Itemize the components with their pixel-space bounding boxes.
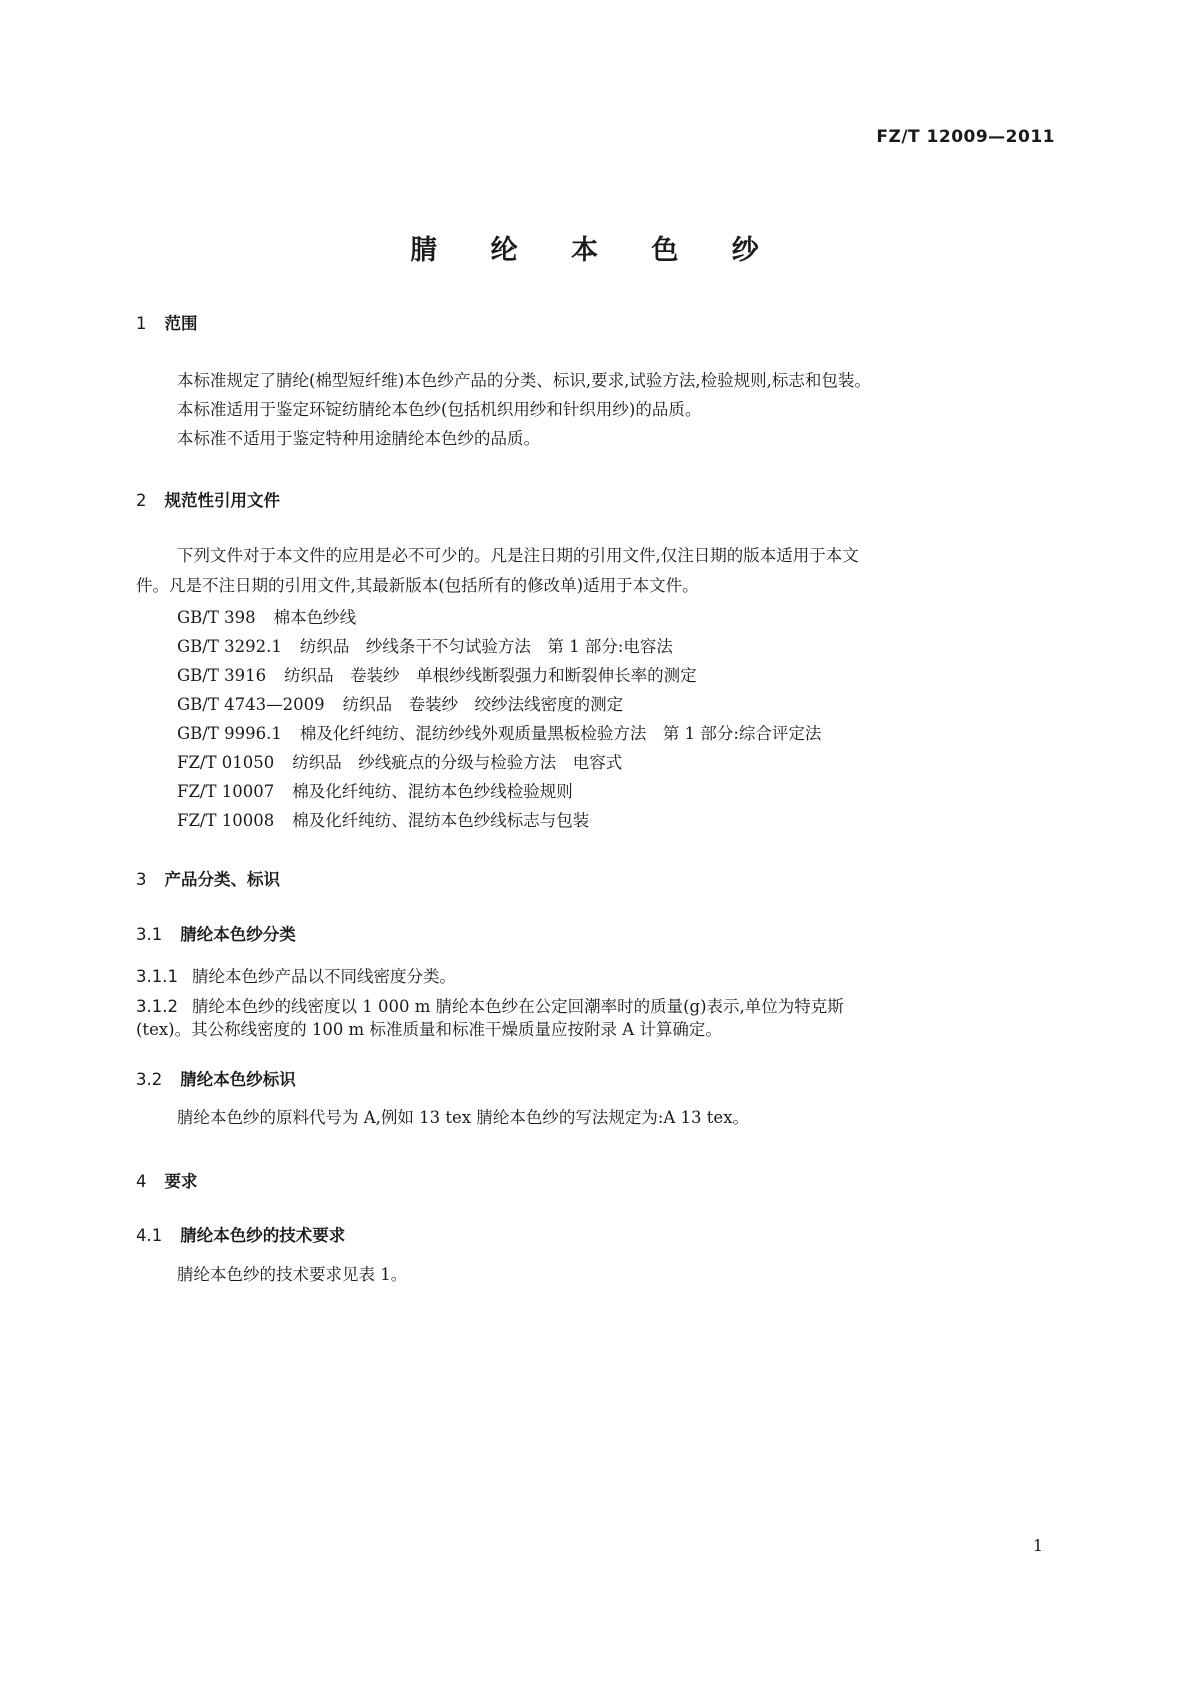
clause-text: 腈纶本色纱产品以不同线密度分类。 — [191, 967, 456, 986]
clause-number: 3.1.2 — [136, 997, 178, 1016]
clause-3-1-1 — [136, 963, 456, 987]
page-number: 1 — [1032, 1536, 1043, 1555]
reference-code: GB/T 3292.1 — [177, 637, 282, 656]
paragraph: 本标准不适用于鉴定特种用途腈纶本色纱的品质。 — [177, 429, 540, 448]
subsection-number: 3.2 — [136, 1070, 163, 1089]
reference-title: 纺织品 纱线疵点的分级与检验方法 电容式 — [292, 753, 623, 772]
subsection-4-1-heading — [136, 1222, 345, 1246]
reference-item — [177, 778, 573, 802]
paragraph: 腈纶本色纱的原料代号为 A,例如 13 tex 腈纶本色纱的写法规定为:A 13 tex。 — [177, 1108, 749, 1127]
subsection-3-1-heading — [136, 921, 296, 945]
reference-title: 纺织品 卷装纱 绞纱法线密度的测定 — [342, 695, 624, 714]
reference-code: GB/T 398 — [177, 608, 256, 627]
reference-item — [177, 807, 589, 831]
standard-code: FZ/T 12009—2011 — [876, 127, 1055, 147]
reference-title: 棉及化纤纯纺、混纺纱线外观质量黑板检验方法 第 1 部分:综合评定法 — [299, 724, 822, 743]
paragraph: 腈纶本色纱的技术要求见表 1。 — [177, 1265, 408, 1284]
subsection-number: 4.1 — [136, 1226, 163, 1245]
section-1-heading — [136, 310, 198, 334]
reference-title: 纺织品 卷装纱 单根纱线断裂强力和断裂伸长率的测定 — [284, 666, 697, 685]
reference-code: FZ/T 01050 — [177, 753, 275, 772]
reference-code: FZ/T 10008 — [177, 811, 275, 830]
reference-item — [177, 749, 622, 773]
clause-number: 3.1.1 — [136, 967, 178, 986]
subsection-3-2-heading — [136, 1066, 296, 1090]
section-title: 范围 — [164, 314, 198, 333]
paragraph: 本标准规定了腈纶(棉型短纤维)本色纱产品的分类、标识,要求,试验方法,检验规则,标志和包装。 — [177, 371, 871, 390]
reference-title: 棉及化纤纯纺、混纺本色纱线检验规则 — [292, 782, 573, 801]
paragraph: 本标准适用于鉴定环锭纺腈纶本色纱(包括机织用纱和针织用纱)的品质。 — [177, 400, 702, 419]
subsection-number: 3.1 — [136, 925, 163, 944]
section-title: 产品分类、标识 — [164, 870, 280, 889]
reference-title: 纺织品 纱线条干不匀试验方法 第 1 部分:电容法 — [299, 637, 673, 656]
reference-code: GB/T 3916 — [177, 666, 267, 685]
reference-item — [177, 662, 697, 686]
reference-item — [177, 691, 623, 715]
clause-text: 腈纶本色纱的线密度以 1 000 m 腈纶本色纱在公定回潮率时的质量(g)表示,单位为特克斯 — [191, 997, 844, 1016]
subsection-title: 腈纶本色纱分类 — [180, 925, 296, 944]
section-2-heading — [136, 487, 280, 511]
section-title: 要求 — [164, 1172, 198, 1191]
document-title: 腈 纶 本 色 纱 — [410, 235, 781, 266]
reference-title: 棉及化纤纯纺、混纺本色纱线标志与包装 — [292, 811, 590, 830]
subsection-title: 腈纶本色纱的技术要求 — [180, 1226, 346, 1245]
reference-item — [177, 633, 673, 657]
reference-code: GB/T 9996.1 — [177, 724, 282, 743]
subsection-title: 腈纶本色纱标识 — [180, 1070, 296, 1089]
section-number: 4 — [136, 1172, 147, 1191]
section-title: 规范性引用文件 — [164, 491, 280, 510]
paragraph: 件。凡是不注日期的引用文件,其最新版本(包括所有的修改单)适用于本文件。 — [136, 576, 699, 595]
section-number: 2 — [136, 491, 147, 510]
section-number: 3 — [136, 870, 147, 889]
reference-title: 棉本色纱线 — [273, 608, 357, 627]
section-3-heading — [136, 866, 280, 890]
clause-text-continued: (tex)。其公称线密度的 100 m 标准质量和标准干燥质量应按附录 A 计算确定。 — [136, 1020, 722, 1039]
reference-code: GB/T 4743—2009 — [177, 695, 325, 714]
paragraph: 下列文件对于本文件的应用是必不可少的。凡是注日期的引用文件,仅注日期的版本适用于本文 — [177, 546, 859, 565]
reference-code: FZ/T 10007 — [177, 782, 275, 801]
clause-3-1-2 — [136, 993, 844, 1017]
reference-item — [177, 604, 356, 628]
section-number: 1 — [136, 314, 147, 333]
reference-item — [177, 720, 821, 744]
section-4-heading — [136, 1168, 198, 1192]
